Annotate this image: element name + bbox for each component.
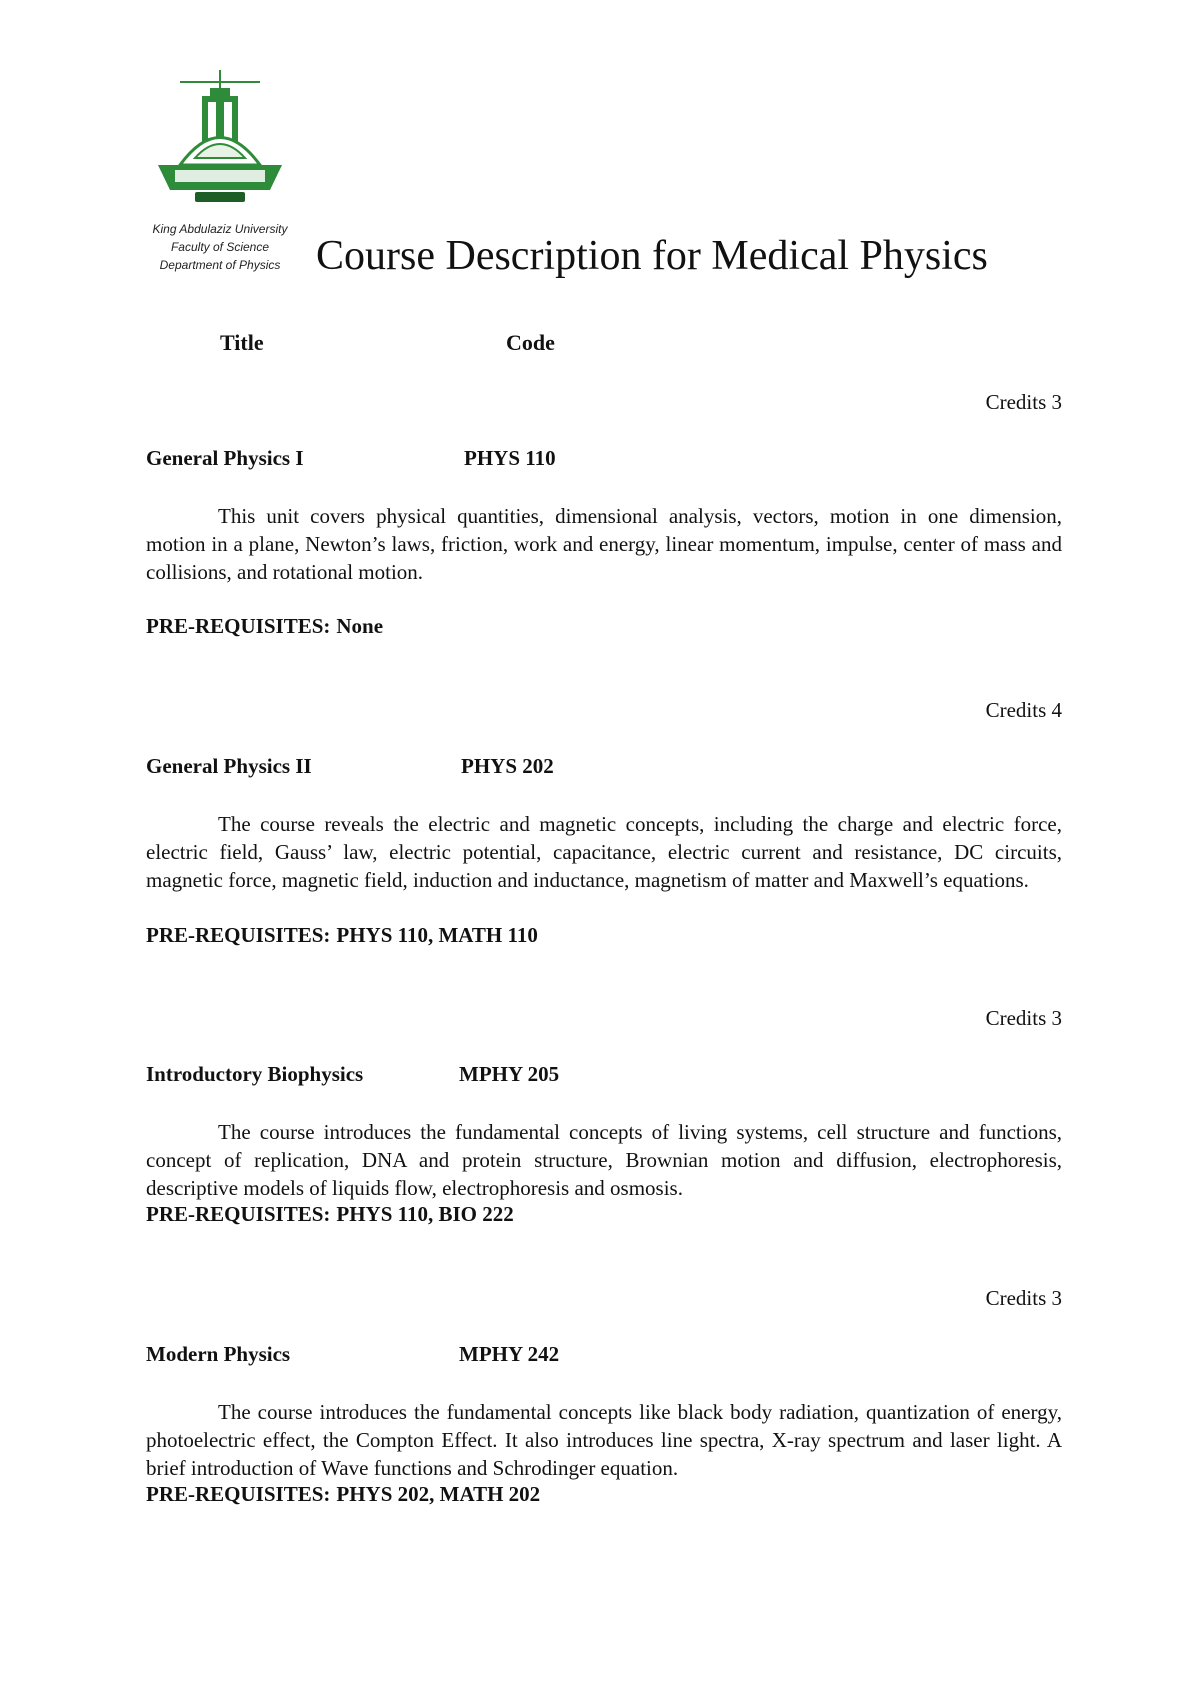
course-credits: Credits 3 <box>985 1286 1062 1310</box>
course-name: General Physics II <box>146 754 312 778</box>
page-title: Course Description for Medical Physics <box>316 233 988 279</box>
prerequisites-label: PRE-REQUISITES: <box>146 1202 331 1226</box>
course-name: Modern Physics <box>146 1342 291 1366</box>
course-prerequisites <box>146 614 383 639</box>
prerequisites-value: PHYS 110, BIO 222 <box>336 1202 514 1226</box>
course-name: General Physics I <box>146 446 304 470</box>
university-emblem-icon <box>150 70 290 210</box>
course-credits: Credits 4 <box>985 698 1062 722</box>
column-header-code: Code <box>506 330 555 355</box>
course-code: MPHY 205 <box>459 1062 560 1086</box>
course-credits: Credits 3 <box>985 390 1062 414</box>
prerequisites-label: PRE-REQUISITES: <box>146 614 331 638</box>
course-prerequisites <box>146 1482 540 1507</box>
course-description: The course introduces the fundamental concepts like black body radiation, quantization of energy, photoelectric effect, the Compton Effect. It also introduces line spectra, X-ray spectrum and laser light. A brief introduction of Wave functions and Schrodinger equation. <box>146 1400 1062 1480</box>
course-name: Introductory Biophysics <box>146 1062 364 1086</box>
course-description: The course introduces the fundamental concepts of living systems, cell structure and functions, concept of replication, DNA and protein structure, Brownian motion and diffusion, electrophoresis, descriptive models of liquids flow, electrophoresis and osmosis. <box>146 1120 1062 1200</box>
faculty-name: Faculty of Science <box>170 240 270 254</box>
course-credits: Credits 3 <box>985 1006 1062 1030</box>
prerequisites-label: PRE-REQUISITES: <box>146 1482 331 1506</box>
university-name: King Abdulaziz University <box>152 222 288 236</box>
prerequisites-label: PRE-REQUISITES: <box>146 923 331 947</box>
course-prerequisites <box>146 1202 514 1227</box>
course-code: MPHY 242 <box>459 1342 560 1366</box>
prerequisites-value: None <box>336 614 384 638</box>
course-prerequisites <box>146 923 538 948</box>
prerequisites-value: PHYS 110, MATH 110 <box>336 923 538 947</box>
course-description: This unit covers physical quantities, dimensional analysis, vectors, motion in one dimension, motion in a plane, Newton’s laws, friction, work and energy, linear momentum, impulse, center of mass and collisions, and rotational motion. <box>146 504 1062 584</box>
course-description: The course reveals the electric and magnetic concepts, including the charge and electric force, electric field, Gauss’ law, electric potential, capacitance, electric current and resistance, DC circuits, magnetic force, magnetic field, induction and inductance, magnetism of matter and Maxwell’s equations. <box>146 812 1062 892</box>
column-header-title: Title <box>220 330 264 355</box>
course-code: PHYS 202 <box>461 754 554 778</box>
department-name: Department of Physics <box>159 258 281 272</box>
prerequisites-value: PHYS 202, MATH 202 <box>336 1482 541 1506</box>
university-logo <box>140 70 310 274</box>
course-code: PHYS 110 <box>464 446 556 470</box>
